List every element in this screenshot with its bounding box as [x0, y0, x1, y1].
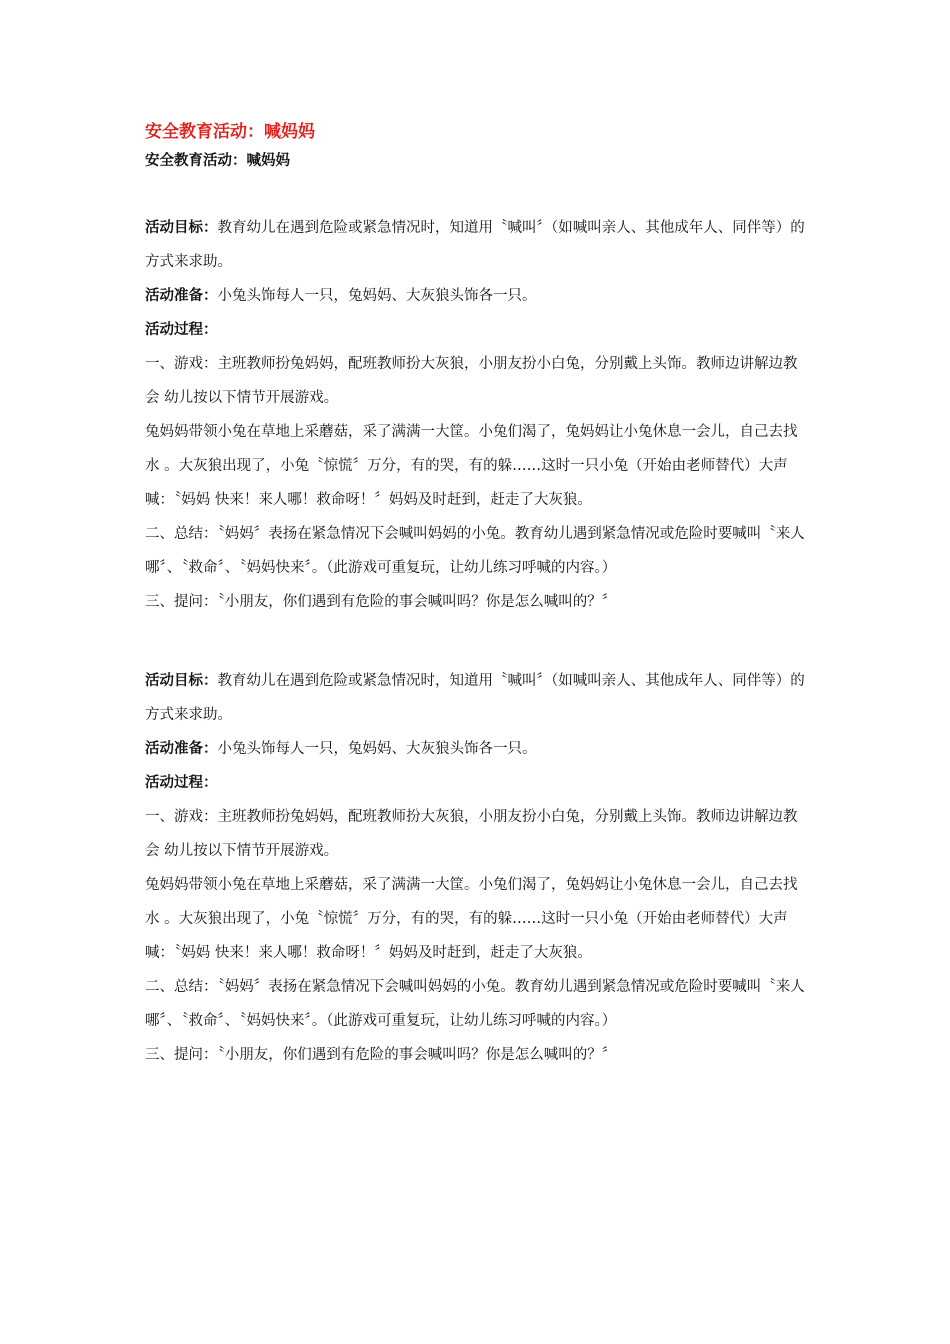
document-title: 安全教育活动：喊妈妈: [145, 122, 315, 142]
activity-section-2: [145, 664, 810, 1072]
goal-paragraph: [145, 211, 810, 279]
activity-section-1: [145, 211, 810, 619]
step-1-paragraph: 一、游戏：主班教师扮兔妈妈，配班教师扮大灰狼，小朋友扮小白兔，分别戴上头饰。教师边讲解边教会 幼儿按以下情节开展游戏。: [145, 356, 798, 406]
step-2-paragraph: 二、总结：〝妈妈〞表扬在紧急情况下会喊叫妈妈的小兔。教育幼儿遇到紧急情况或危险时要喊叫〝来人 哪〞、〝救命〞、〝妈妈快来〞。（此游戏可重复玩，让幼儿练习呼喊的内容。）: [145, 979, 805, 1029]
goal-label: 活动目标：: [145, 673, 218, 689]
document-subtitle: 安全教育活动：喊妈妈: [145, 153, 290, 169]
prep-text: 小兔头饰每人一只，兔妈妈、大灰狼头饰各一只。: [217, 288, 537, 304]
process-label: 活动过程：: [145, 322, 218, 338]
story-paragraph: 兔妈妈带领小兔在草地上采蘑菇，采了满满一大筐。小兔们渴了，兔妈妈让小兔休息一会儿，自己去找水 。大灰狼出现了，小兔〝惊慌〞万分，有的哭，有的躲……这时一只小兔（开始由老师替代）大声喊：〝妈妈 快来！来人哪！救命呀！〞妈妈及时赶到，赶走了大灰狼。: [145, 424, 798, 508]
step-1-paragraph: 一、游戏：主班教师扮兔妈妈，配班教师扮大灰狼，小朋友扮小白兔，分别戴上头饰。教师边讲解边教会 幼儿按以下情节开展游戏。: [145, 809, 798, 859]
goal-label: 活动目标：: [145, 220, 218, 236]
goal-paragraph: [145, 664, 810, 732]
story-paragraph: 兔妈妈带领小兔在草地上采蘑菇，采了满满一大筐。小兔们渴了，兔妈妈让小兔休息一会儿，自己去找水 。大灰狼出现了，小兔〝惊慌〞万分，有的哭，有的躲……这时一只小兔（开始由老师替代）大声喊：〝妈妈 快来！来人哪！救命呀！〞妈妈及时赶到，赶走了大灰狼。: [145, 877, 798, 961]
step-3-paragraph: 三、提问：〝小朋友，你们遇到有危险的事会喊叫吗？你是怎么喊叫的？〞: [145, 1047, 617, 1063]
process-label: 活动过程：: [145, 775, 218, 791]
prep-paragraph: [145, 279, 810, 313]
step-2-paragraph: 二、总结：〝妈妈〞表扬在紧急情况下会喊叫妈妈的小兔。教育幼儿遇到紧急情况或危险时要喊叫〝来人 哪〞、〝救命〞、〝妈妈快来〞。（此游戏可重复玩，让幼儿练习呼喊的内容。）: [145, 526, 805, 576]
goal-text: 教育幼儿在遇到危险或紧急情况时，知道用〝喊叫〞（如喊叫亲人、其他成年人、同伴等）的方式来求助。: [145, 673, 805, 723]
goal-text: 教育幼儿在遇到危险或紧急情况时，知道用〝喊叫〞（如喊叫亲人、其他成年人、同伴等）的方式来求助。: [145, 220, 805, 270]
process-paragraph: [145, 766, 810, 800]
prep-label: 活动准备：: [145, 288, 218, 304]
process-paragraph: [145, 313, 810, 347]
step-3-paragraph: 三、提问：〝小朋友，你们遇到有危险的事会喊叫吗？你是怎么喊叫的？〞: [145, 594, 617, 610]
prep-paragraph: [145, 732, 810, 766]
prep-text: 小兔头饰每人一只，兔妈妈、大灰狼头饰各一只。: [217, 741, 537, 757]
prep-label: 活动准备：: [145, 741, 218, 757]
